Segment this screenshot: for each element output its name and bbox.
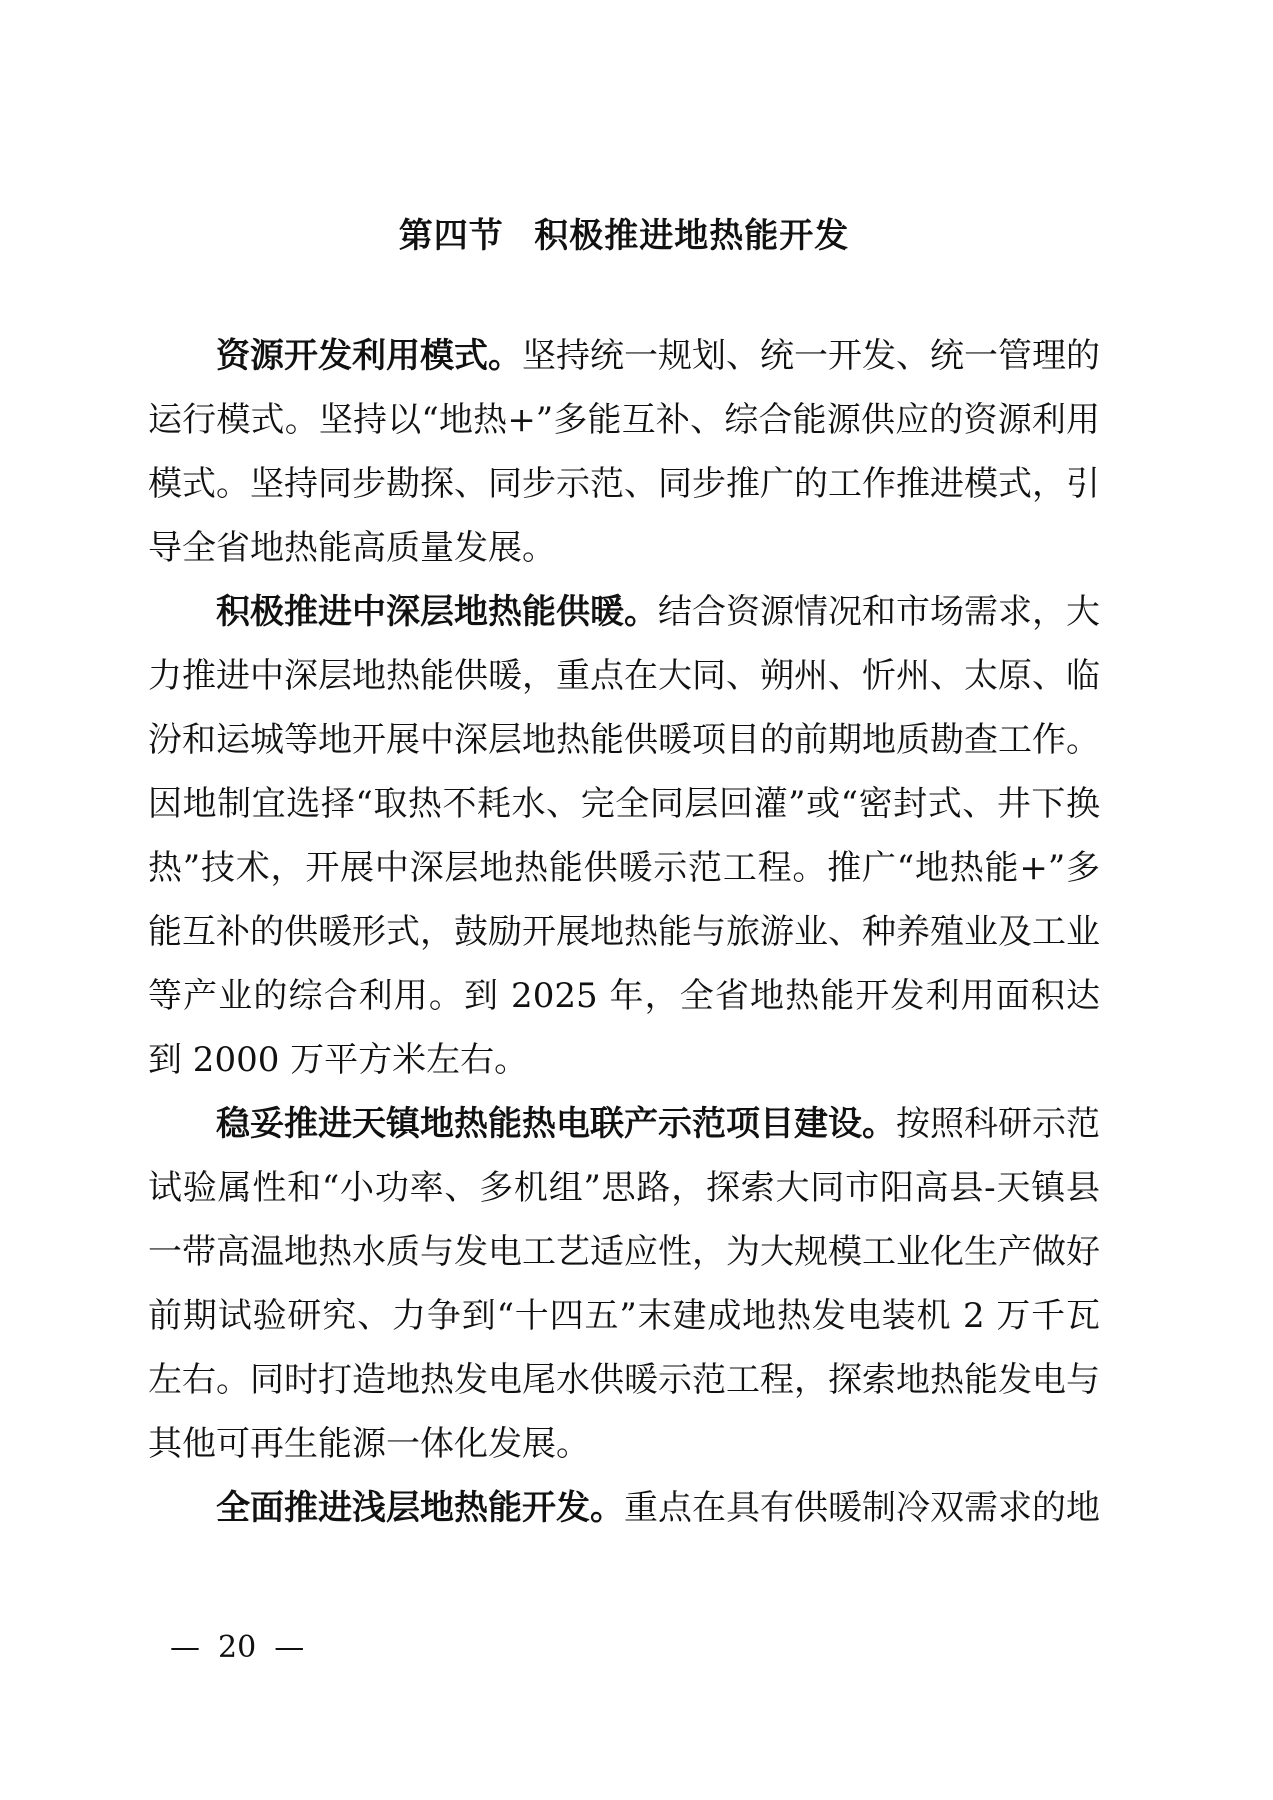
paragraph-text: 结合资源情况和市场需求，大力推进中深层地热能供暖，重点在大同、朔州、忻州、太原、临汾和运城等地开展中深层地热能供暖项目的前期地质勘查工作。因地制宜选择“取热不耗水、完全同层回灌”或“密封式、井下换热”技术，开展中深层地热能供暖示范工程。推广“地热能+”多能互补的供暖形式，鼓励开展地热能与旅游业、种养殖业及工业等产业的综合利用。到 2025 年，全省地热能开发利用面积达到 2000 万平方米左右。 (148, 592, 1100, 1080)
section-label: 第四节 (398, 216, 504, 256)
paragraph-lead: 稳妥推进天镇地热能热电联产示范项目建设。 (216, 1104, 896, 1144)
section-heading (148, 213, 1100, 259)
page-number: 20 (218, 1630, 257, 1665)
paragraph-text: 坚持统一规划、统一开发、统一管理的运行模式。坚持以“地热+”多能互补、综合能源供应的资源利用模式。坚持同步勘探、同步示范、同步推广的工作推进模式，引导全省地热能高质量发展。 (148, 336, 1100, 568)
paragraph-lead: 全面推进浅层地热能开发。 (216, 1488, 624, 1528)
section-title: 积极推进地热能开发 (534, 216, 850, 256)
paragraph (148, 324, 1100, 580)
paragraph-lead: 资源开发利用模式。 (216, 336, 522, 376)
paragraph-text: 重点在具有供暖制冷双需求的地 (624, 1488, 1100, 1528)
paragraph (148, 580, 1100, 1092)
paragraph-text: 按照科研示范试验属性和“小功率、多机组”思路，探索大同市阳高县-天镇县一带高温地热水质与发电工艺适应性，为大规模工业化生产做好前期试验研究、力争到“十四五”末建成地热发电装机 2 万千瓦左右。同时打造地热发电尾水供暖示范工程，探索地热能发电与其他可再生能源一体化发展。 (148, 1104, 1100, 1464)
footer-dash-left: — (170, 1630, 200, 1665)
paragraph (148, 1476, 1100, 1540)
paragraph-lead: 积极推进中深层地热能供暖。 (216, 592, 658, 632)
document-body (148, 324, 1100, 1540)
page-footer (170, 1626, 304, 1670)
footer-dash-right: — (274, 1630, 305, 1665)
paragraph (148, 1092, 1100, 1476)
